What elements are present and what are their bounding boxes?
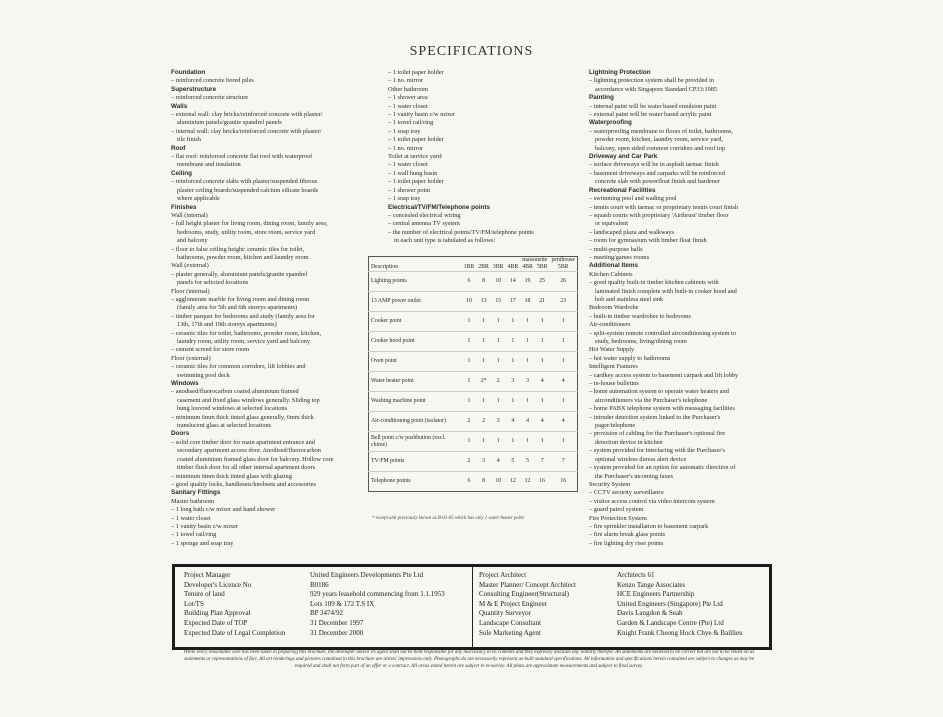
spec-line: laminated finish complete with built-in cooker hood and <box>595 287 737 295</box>
table-cell: 1 <box>535 312 550 332</box>
table-cell: 5 <box>506 452 521 472</box>
table-cell: 1 <box>535 392 550 412</box>
table-cell: 1 <box>462 352 477 372</box>
spec-line: panels for selected locations <box>177 279 249 287</box>
info-label: Building Plan Approval <box>184 609 251 618</box>
section-heading: Waterproofing <box>589 119 632 127</box>
table-cell: 1 <box>476 352 491 372</box>
table-cell: 1 <box>535 352 550 372</box>
spec-line: – cardkey access system to basement carpark and lift lobby <box>589 371 739 379</box>
spec-line: – landscaped plaza and walkways <box>589 228 674 236</box>
spec-line: – basement driveways and carparks will be reinforced <box>589 169 725 177</box>
info-label: Quantity Surveyor <box>479 609 531 618</box>
table-cell: 4 <box>491 452 506 472</box>
spec-line: – minimum 6mm thick tinted glass generally, 6mm thick <box>171 413 314 421</box>
spec-line: – home PABX telephone system with messaging facilities <box>589 405 735 413</box>
spec-line: (family area for 5th and 6th storeys apartments) <box>177 304 298 312</box>
table-cell: 2 <box>462 452 477 472</box>
table-cell: 12 <box>506 472 521 492</box>
info-label: Landscape Consultant <box>479 619 542 627</box>
spec-line: powder room, kitchen, laundry room, service yard, <box>595 136 723 144</box>
table-cell: 18 <box>520 292 535 312</box>
table-cell: 1 <box>549 332 577 352</box>
spec-line: – split-system remote controlled airconditioning system to <box>589 329 736 337</box>
spec-line: – 1 water closet <box>388 161 428 169</box>
spec-line: Wall (external) <box>171 262 209 270</box>
info-value: Knight Frank Cheong Hock Chye & Baillieu <box>617 628 743 637</box>
spec-line: – internal wall: clay bricks/reinforced concrete with plaster/ <box>171 127 322 135</box>
row-description: Bell point c/w pushbutton (excl. chime) <box>369 432 462 452</box>
row-description: Water heater point <box>369 372 462 392</box>
table-cell: 1 <box>535 332 550 352</box>
table-cell: 1 <box>506 332 521 352</box>
spec-line: – 1 vanity basin c/w mixer <box>171 522 238 530</box>
table-cell: 1 <box>462 372 477 392</box>
info-label: Master Planner/ Concept Architect <box>479 580 576 589</box>
table-cell: 1 <box>491 332 506 352</box>
table-cell: 6 <box>462 272 477 292</box>
table-cell: 10 <box>491 472 506 492</box>
section-heading: Driveway and Car Park <box>589 153 658 161</box>
spec-line: aluminium panels/granite spandrel panels <box>177 119 282 127</box>
table-cell: 26 <box>549 272 577 292</box>
spec-line: secondary apartment access door. Anodised/fluorocarbon <box>177 447 321 455</box>
section-heading: Painting <box>589 94 614 102</box>
table-cell: 1 <box>462 432 477 452</box>
section-heading: Superstructure <box>171 85 217 93</box>
spec-line: – concealed electrical wiring <box>388 211 461 219</box>
table-cell: 4 <box>535 412 550 432</box>
spec-line: – plaster generally, aluminium panels/granite spandrel <box>171 270 308 278</box>
spec-column-1 <box>171 69 359 548</box>
spec-line: – good quality built-in timber kitchen cabinets with <box>589 279 719 287</box>
spec-line: plaster ceiling boards/suspended calcium silicate boards <box>177 186 319 194</box>
spec-line: – good quality locks, handlesets/knobsets and accessories <box>171 480 316 488</box>
spec-line: Air-conditioners <box>589 321 631 329</box>
row-description: Air-conditioning point (isolator) <box>369 412 462 432</box>
spec-line: Kitchen Cabinets <box>589 270 633 278</box>
spec-line: – reinforced concrete slabs with plaster/suspended fibrous <box>171 178 318 186</box>
section-heading: Sanitary Fittings <box>171 489 221 497</box>
table-row <box>369 372 578 392</box>
spec-line: or equivalent <box>595 220 629 228</box>
spec-line: pager/telephone <box>595 422 636 430</box>
info-value: 31 December 1997 <box>310 619 364 627</box>
spec-line: – 1 shower point <box>388 186 431 194</box>
table-row <box>369 312 578 332</box>
table-cell: 1 <box>476 312 491 332</box>
section-heading: Foundation <box>171 69 206 76</box>
spec-line: – solid core timber door for main apartment entrance and <box>171 438 315 446</box>
spec-line: – 1 sponge and soap tray <box>171 539 234 547</box>
info-label: Sole Marketing Agent <box>479 628 541 637</box>
spec-line: – 1 towel rail/ring <box>171 531 217 539</box>
spec-line: – fire alarm break glass points <box>589 531 666 539</box>
section-heading: Lightning Protection <box>589 69 651 76</box>
section-heading: Recreational Facilities <box>589 186 656 194</box>
table-column-header: 4BR <box>522 264 533 270</box>
table-cell: 1 <box>462 392 477 412</box>
table-header-row <box>369 264 578 272</box>
spec-line: translucent glass at selected locations <box>177 422 272 430</box>
info-label: Lot/TS <box>184 599 204 608</box>
spec-line: Other bathroom <box>388 85 429 93</box>
spec-line: balcony, open sided common corridors and roof top <box>595 144 726 152</box>
info-value: Architects 61 <box>617 571 655 579</box>
table-cell: 10 <box>491 272 506 292</box>
table-cell: 2 <box>491 372 506 392</box>
table-cell: 25 <box>535 272 550 292</box>
spec-line: tile finish <box>177 136 201 144</box>
info-value: Kenzo Tange Associates <box>617 580 686 589</box>
table-row <box>369 432 578 452</box>
section-heading: Walls <box>171 102 188 110</box>
table-column-header: 5BR <box>557 264 569 270</box>
spec-line: – visitor access control via video intercom system <box>589 497 715 505</box>
table-cell: 2 <box>462 412 477 432</box>
spec-line: – internal paint will be water based emulsion paint <box>589 102 717 110</box>
table-cell: 4 <box>520 412 535 432</box>
spec-line: casement and fixed glass windows generally. Sliding top <box>177 396 320 404</box>
spec-line: bathrooms, powder room, kitchen and laundry room <box>177 253 309 261</box>
table-cell: 4 <box>549 372 577 392</box>
table-body <box>369 272 578 492</box>
spec-line: – timber parquet for bedrooms and study (family area for <box>171 312 315 320</box>
spec-line: – the number of electrical points/TV/FM/telephone points <box>388 228 534 236</box>
row-description: Washing machine point <box>369 392 462 412</box>
spec-line: accordance with Singapore Standard CP33:1985 <box>595 85 718 93</box>
table-footnote: * except unit previously known as B-01-05 which has only 1 water heater point <box>372 516 524 521</box>
table-row <box>369 392 578 412</box>
spec-line: study, bedrooms, living/dining room <box>595 338 687 345</box>
row-description: Cooker point <box>369 312 462 332</box>
spec-line: – minimum 6mm thick tinted glass with glazing <box>171 472 292 480</box>
spec-line: swimming pool deck <box>177 371 230 379</box>
section-heading: Ceiling <box>171 169 192 177</box>
spec-line: Floor (internal) <box>171 287 210 295</box>
table-column-header: 1BR <box>463 264 475 270</box>
table-row <box>369 272 578 292</box>
table-cell: 1 <box>462 312 477 332</box>
spec-line: – 1 toilet paper holder <box>388 136 444 144</box>
spec-line: – waterproofing membrane to floors of toilet, bathrooms, <box>589 127 733 135</box>
table-cell: 4 <box>506 412 521 432</box>
table-row <box>369 412 578 432</box>
table-cell: 1 <box>491 352 506 372</box>
table-column-header: 2BR <box>478 264 489 270</box>
spec-line: Wall (internal) <box>171 211 208 219</box>
table-cell: 19 <box>520 272 535 292</box>
spec-line: – ceramic tiles for toilet, bathrooms, powder room, kitchen, <box>171 329 322 337</box>
spec-line: – 1 water closet <box>171 514 211 522</box>
spec-line: – home automation system to operate water heaters and <box>589 388 729 396</box>
spec-line: – 1 shower area <box>388 94 428 102</box>
spec-line: – 1 toilet paper holder <box>388 178 444 186</box>
table-cell: 1 <box>549 432 577 452</box>
table-cell: 1 <box>520 352 535 372</box>
electrical-points-table <box>368 256 578 492</box>
info-label: Project Manager <box>184 571 231 579</box>
table-cell: 2 <box>476 412 491 432</box>
spec-line: and balcony <box>177 237 208 245</box>
spec-line: in each unit type is tabulated as follows: <box>394 237 496 245</box>
spec-line: – central antenna TV system <box>388 220 460 228</box>
table-cell: 1 <box>476 432 491 452</box>
table-cell: 1 <box>520 312 535 332</box>
table-column-header: Description <box>371 264 399 270</box>
spec-line: membrane and insulation <box>177 161 241 169</box>
table-cell: 1 <box>520 332 535 352</box>
table-cell: 10 <box>462 292 477 312</box>
spec-line: laundry room, utility room, service yard and balcony <box>177 338 311 345</box>
spec-line: – agglomerate marble for living room and dining room <box>171 295 310 303</box>
info-label: Expected Date of Legal Completion <box>184 628 286 637</box>
table-cell: 14 <box>506 272 521 292</box>
row-description: Telephone points <box>369 472 462 492</box>
spec-line: – full height plaster for living room, dining room, family area, <box>171 220 328 228</box>
spec-line: – reinforced concrete structure <box>171 94 249 102</box>
table-cell: 8 <box>476 472 491 492</box>
info-value: Davis Langdon & Seah <box>617 609 683 618</box>
table-cell: 23 <box>549 292 577 312</box>
spec-line: – room for gymnasium with timber float finish <box>589 237 707 245</box>
spec-line: – 1 towel rail/ring <box>388 119 434 127</box>
info-label: Tenure of land <box>184 590 225 599</box>
spec-line: – reinforced concrete bored piles <box>171 77 254 85</box>
table-cell: 3 <box>491 412 506 432</box>
spec-line: – 1 long bath c/w mixer and hand shower <box>171 506 276 514</box>
spec-line: – 1 toilet paper holder <box>388 69 444 76</box>
info-label: Project Architect <box>479 571 527 579</box>
spec-line: Intelligent Features <box>589 363 638 371</box>
spec-line: – 1 no. mirror <box>388 77 423 85</box>
spec-line: Fire Protection System <box>589 514 647 522</box>
spec-line: – intruder detection system linked to the Purchaser's <box>589 413 721 421</box>
section-heading: Additional Items <box>589 262 638 270</box>
table-cell: 1 <box>491 312 506 332</box>
page-title: SPECIFICATIONS <box>409 44 534 59</box>
info-value: United Engineers Developments Pte Ltd <box>310 571 424 579</box>
spec-line: Floor (external) <box>171 354 211 362</box>
table-cell: 1 <box>476 332 491 352</box>
info-label: Consulting Engineer(Structural) <box>479 590 570 599</box>
table-cell: 7 <box>549 452 577 472</box>
table-cell: 15 <box>491 292 506 312</box>
section-heading: Finishes <box>171 203 197 211</box>
spec-line: detection device in kitchen <box>595 438 663 446</box>
spec-column-3 <box>589 69 779 548</box>
spec-line: – fire sprinkler installation to basement carpark <box>589 522 709 530</box>
disclaimer: While every reasonable care has been taken in preparing this brochure, the developer and/or its agent shall not be held responsible for any inaccuracy in its contents and they expressly disclaim any liability therefor. All statements are believed to be correct but are not to be relied on as statements or representations of fact. All art renderings and pictures contained in this brochure are artists' impressions only. Photographs do not necessarily represent as-built standard specifications. All information and specifications herein contained are subject to changes as may be required and shall not form part of an offer or a contract. All areas stated herein are subject to re-survey. All plans are approximate measurements and subject to final survey. <box>183 650 755 669</box>
box-divider <box>472 567 473 647</box>
section-heading: Windows <box>171 380 199 388</box>
table-cell: 12 <box>520 472 535 492</box>
table-cell: 3 <box>476 452 491 472</box>
spec-line: – swimming pool and wading pool <box>589 195 677 203</box>
table-cell: 8 <box>476 272 491 292</box>
spec-line: – provision of cabling for the Purchaser's optional fire <box>589 430 726 438</box>
info-value: 929 years leasehold commencing from 1.1.1953 <box>310 590 445 599</box>
spec-column-2 <box>388 69 583 246</box>
spec-line: – 1 soap tray <box>388 127 421 135</box>
table-cell: 1 <box>491 392 506 412</box>
spec-line: – 1 water closet <box>388 102 428 110</box>
spec-line: – hot water supply to bathrooms <box>589 354 671 362</box>
spec-line: timber flush door for all other internal apartment doors <box>177 464 316 472</box>
section-heading: Roof <box>171 144 186 152</box>
spec-line: – tennis court with tarmac or proprietary tennis court finish <box>589 203 739 211</box>
spec-line: – built-in timber wardrobes to bedrooms <box>589 312 691 320</box>
table-cell: 5 <box>520 452 535 472</box>
spec-line: Security System <box>589 480 631 488</box>
spec-line: – cement screed for store room <box>171 346 250 354</box>
project-info-box <box>172 564 772 650</box>
spec-line: – 1 soap tray <box>388 195 421 203</box>
table-row <box>369 292 578 312</box>
spec-line: – in-house bulletins <box>589 380 639 388</box>
row-description: Lighting points <box>369 272 462 292</box>
spec-line: – meeting/games rooms <box>589 253 650 261</box>
table-cell: 16 <box>535 472 550 492</box>
spec-line: hob and stainless steel sink <box>595 295 664 303</box>
table-cell: 1 <box>535 432 550 452</box>
table-cell: 1 <box>506 312 521 332</box>
spec-line: Bedroom Wardrobe <box>589 304 639 312</box>
table-cell: 1 <box>506 352 521 372</box>
spec-line: – CCTV security surveillance <box>589 489 664 497</box>
spec-line: 13th, 17th and 19th storeys apartments) <box>177 321 277 329</box>
info-value: Lots 109 & 172 T.S IX <box>310 599 375 608</box>
table-cell: 1 <box>506 432 521 452</box>
spec-line: bedrooms, study, utility room, store room, service yard <box>177 228 316 236</box>
table-cell: 17 <box>506 292 521 312</box>
table-cell: 1 <box>520 432 535 452</box>
spec-line: – external wall: clay bricks/reinforced concrete with plaster/ <box>171 111 323 119</box>
table-cell: 7 <box>535 452 550 472</box>
spec-line: – flat roof: reinforced concrete flat roof with waterproof <box>171 153 313 161</box>
spec-line: – floor to false ceiling height: ceramic tiles for toilet, <box>171 245 305 253</box>
row-description: TV/FM points <box>369 452 462 472</box>
info-value: United Engineers (Singapore) Pte Ltd <box>617 599 723 608</box>
table-cell: 3 <box>520 372 535 392</box>
table-cell: 1 <box>549 352 577 372</box>
spec-line: – 1 no. mirror <box>388 144 423 152</box>
info-value: HCE Engineers Partnership <box>617 590 695 599</box>
table-cell: 4 <box>535 372 550 392</box>
table-cell: 4 <box>549 412 577 432</box>
table-row <box>369 452 578 472</box>
spec-line: – external paint will be water based acrylic paint <box>589 111 712 119</box>
section-heading: Electrical/TV/FM/Telephone points <box>388 203 491 211</box>
spec-line: – system provided for interfacing with the Purchaser's <box>589 447 725 455</box>
table-cell: 1 <box>549 312 577 332</box>
maisonette-group-header: maisonette <box>522 257 548 263</box>
spec-line: – multi-purpose halls <box>589 245 643 253</box>
spec-line: – fire lighting dry riser points <box>589 539 664 547</box>
spec-line: Master bathroom <box>171 497 215 505</box>
table-cell: 1 <box>491 432 506 452</box>
table-cell: 1 <box>506 392 521 412</box>
info-value: BP 3474/92 <box>310 609 343 618</box>
spec-line: – surface driveways will be in asphalt tarmac finish <box>589 161 719 169</box>
info-value: 31 December 2000 <box>310 628 364 637</box>
spec-line: – squash courts with proprietary 'Airthrust' timber floor <box>589 211 729 219</box>
penthouse-group-header: penthouse <box>551 257 575 263</box>
table-row <box>369 352 578 372</box>
info-value: Garden & Landscape Centre (Pte) Ltd <box>617 619 724 627</box>
table-cell: 6 <box>462 472 477 492</box>
spec-line: Hot Water Supply <box>589 346 635 354</box>
spec-line: coated aluminium framed glass door for balcony. Hollow core <box>177 455 334 463</box>
row-description: Oven point <box>369 352 462 372</box>
info-value: B0186 <box>310 580 329 589</box>
table-cell: 1 <box>476 392 491 412</box>
table-row <box>369 472 578 492</box>
table-cell: 1 <box>462 332 477 352</box>
spec-line: the Purchaser's incoming faxes <box>595 472 673 480</box>
spec-line: hung louvred windows at selected locations <box>177 405 287 413</box>
table-column-header: 3BR <box>492 264 504 270</box>
table-cell: 2* <box>476 372 491 392</box>
table-cell: 3 <box>506 372 521 392</box>
spec-line: – system provided for an option for automatic direction of <box>589 464 736 472</box>
spec-line: optional wireless duress alert device <box>595 455 687 463</box>
spec-line: concrete slab with powerfloat finish and hardener <box>595 178 720 186</box>
table-row <box>369 332 578 352</box>
spec-line: where applicable <box>177 195 220 203</box>
spec-line: – guard patrol system <box>589 506 644 514</box>
table-column-header: 5BR <box>536 264 548 270</box>
table-cell: 13 <box>476 292 491 312</box>
table-spacer <box>369 257 521 265</box>
spec-line: – 1 wall hung basin <box>388 169 438 177</box>
info-label: Expected Date of TOP <box>184 619 248 627</box>
spec-line: – lightning protection system shall be provided in <box>589 77 715 85</box>
row-description: 13 AMP power outlet <box>369 292 462 312</box>
table-cell: 1 <box>520 392 535 412</box>
spec-line: – ceramic tiles for common corridors, lift lobbies and <box>171 363 306 371</box>
table-cell: 21 <box>535 292 550 312</box>
table-cell: 1 <box>549 392 577 412</box>
row-description: Cooker hood point <box>369 332 462 352</box>
spec-line: Toilet at service yard: <box>388 153 443 161</box>
info-label: Developer's Licence No <box>184 580 252 589</box>
table-cell: 16 <box>549 472 577 492</box>
spec-line: – anodised/fluorocarbon coated aluminium framed <box>171 388 299 396</box>
table-column-header: 4BR <box>507 264 519 270</box>
section-heading: Doors <box>171 430 190 438</box>
spec-line: airconditioners via the Purchaser's telephone <box>595 396 708 404</box>
spec-line: – 1 vanity basin c/w mixer <box>388 111 455 119</box>
info-label: M & E Project Engineer <box>479 599 548 608</box>
